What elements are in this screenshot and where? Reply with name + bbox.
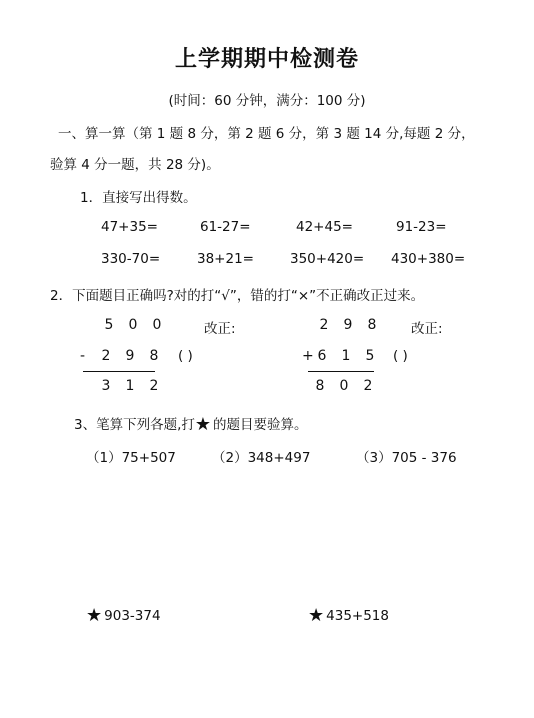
q2-right-result: 8 0 2 — [315, 378, 373, 394]
q2-left-subtrahend: 2 9 8 — [101, 348, 159, 364]
q2-left-op: - — [80, 348, 86, 364]
q2-right-addend: 6 1 5 — [317, 348, 375, 364]
q2-left-answer-paren: ( ) — [178, 348, 193, 364]
q2-right-divider — [308, 371, 374, 372]
star-icon: ★ — [194, 414, 212, 435]
star-icon: ★ — [308, 605, 325, 626]
q2-left-correction-label: 改正: — [204, 321, 236, 337]
q1-item: 47+35= — [101, 219, 158, 235]
q3-starred-item: ★ 903-374 — [86, 605, 161, 626]
q1-item: 330-70= — [101, 251, 161, 267]
q3-starred-item: ★ 435+518 — [308, 605, 389, 626]
q1-item: 61-27= — [200, 219, 251, 235]
star-icon: ★ — [86, 605, 103, 626]
section1-heading-line1: 一、算一算（第 1 题 8 分，第 2 题 6 分，第 3 题 14 分,每题 2 分， — [58, 126, 475, 142]
q1-item: 350+420= — [290, 251, 365, 267]
q2-left-result: 3 1 2 — [101, 378, 159, 394]
exam-info: (时间：60 分钟，满分：100 分) — [168, 93, 366, 109]
q1-item: 38+21= — [197, 251, 254, 267]
q3-label: 3、笔算下列各题,打★ 的题目要验算。 — [74, 414, 308, 435]
q2-left-top-number: 5 0 0 — [104, 317, 162, 333]
q2-right-answer-paren: ( ) — [393, 348, 408, 364]
q2-right-op: + — [302, 348, 314, 364]
q1-item: 91-23= — [396, 219, 447, 235]
section1-heading-line2: 验算 4 分一题，共 28 分)。 — [50, 157, 220, 173]
q2-label: 2．下面题目正确吗?对的打“√”，错的打“×”不正确改正过来。 — [50, 288, 425, 304]
q1-item: 430+380= — [391, 251, 466, 267]
q1-label: 1．直接写出得数。 — [80, 190, 197, 206]
q2-left-divider — [83, 371, 155, 372]
q3-item: （3）705 - 376 — [356, 450, 457, 466]
q3-item: （1）75+507 — [86, 450, 176, 466]
q3-item: （2）348+497 — [212, 450, 311, 466]
page-title: 上学期期中检测卷 — [174, 47, 359, 72]
q1-item: 42+45= — [296, 219, 353, 235]
q2-right-top-number: 2 9 8 — [319, 317, 377, 333]
q2-right-correction-label: 改正: — [411, 321, 443, 337]
